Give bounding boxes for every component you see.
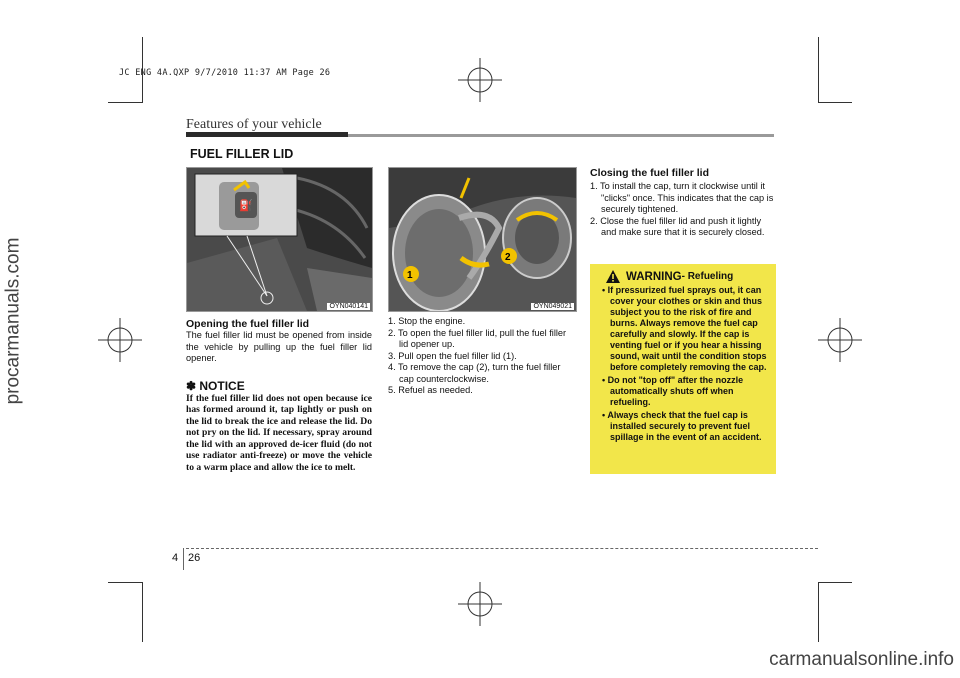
crop-mark	[142, 582, 143, 642]
page-header-title: Features of your vehicle	[186, 117, 322, 132]
step-item: 5. Refuel as needed.	[388, 385, 473, 395]
header-rule-accent	[186, 132, 348, 137]
chapter-number: 4	[172, 552, 179, 564]
warning-item: • If pressurized fuel sprays out, it can cover your clothes or skin and thus subject you to the risk of fire and burns. Always remove the fuel cap carefully and slowly. If the cap is venting fuel or if you hear a hissing sound, wait until the condition stops before completely removing the cap.	[602, 285, 767, 372]
footer-rule	[186, 548, 818, 549]
fuel-cap-illustration	[389, 168, 576, 311]
warning-item: • Do not "top off" after the nozzle automatically shuts off when refueling.	[602, 375, 744, 407]
notice-title: ✽ NOTICE	[186, 378, 245, 393]
warning-header	[606, 270, 768, 283]
closing-step: 2. Close the fuel filler lid and push it lightly and make sure that it is securely closed.	[590, 215, 765, 237]
crop-mark	[818, 582, 852, 583]
registration-mark-top	[458, 58, 502, 102]
watermark-side[interactable]: procarmanuals.com	[2, 237, 24, 405]
figure-fuel-lid-opener	[186, 167, 373, 312]
warning-item: • Always check that the fuel cap is installed securely to prevent fuel spillage in the event of an accident.	[602, 410, 762, 442]
opening-section	[186, 318, 372, 474]
step-item: 2. To open the fuel filler lid, pull the fuel filler lid opener up.	[388, 327, 567, 349]
warning-triangle-icon	[606, 270, 620, 283]
section-title: FUEL FILLER LID	[190, 147, 294, 161]
step-item: 3. Pull open the fuel filler lid (1).	[388, 350, 517, 361]
registration-mark-right	[818, 318, 862, 362]
figure-caption-left: OYN040141	[329, 303, 368, 310]
svg-text:⛽: ⛽	[239, 199, 253, 212]
warning-box	[590, 264, 776, 474]
opener-illustration	[187, 168, 372, 311]
footer-divider	[183, 548, 184, 570]
closing-step: 1. To install the cap, turn it clockwise until it "clicks" once. This indicates that the cap is securely tightened.	[590, 181, 774, 214]
step-item: 1. Stop the engine.	[388, 316, 466, 326]
print-slug: JC ENG 4A.QXP 9/7/2010 11:37 AM Page 26	[119, 68, 331, 78]
closing-section	[590, 167, 776, 239]
crop-mark	[108, 102, 142, 103]
warning-subtitle: - Refueling	[681, 271, 734, 282]
crop-mark	[818, 37, 819, 103]
closing-heading: Closing the fuel filler lid	[590, 167, 710, 179]
warning-title: WARNING	[626, 270, 682, 283]
page-number: 26	[188, 552, 201, 564]
registration-mark-bottom	[458, 582, 502, 626]
notice-text: If the fuel filler lid does not open because ice has formed around it, tap lightly or push on the lid to break the ice and release the lid. Do not pry on the lid. If necessary, spray around the lid with an approved de-icer fluid (do not use radiator anti-freeze) or move the vehicle to a warm place and allow the ice to melt.	[186, 392, 372, 474]
callout-1: 1	[407, 270, 413, 281]
crop-mark	[108, 582, 142, 583]
opening-steps	[388, 316, 576, 397]
figure-caption-middle: OYN049021	[533, 303, 572, 310]
registration-mark-left	[98, 318, 142, 362]
step-item: 4. To remove the cap (2), turn the fuel filler cap counterclockwise.	[388, 362, 561, 384]
crop-mark	[818, 102, 852, 103]
callout-2: 2	[505, 252, 511, 263]
figure-fuel-cap	[388, 167, 577, 312]
opening-heading: Opening the fuel filler lid	[186, 318, 310, 330]
crop-mark	[818, 582, 819, 642]
watermark-bottom[interactable]: carmanualsonline.info	[769, 649, 954, 670]
opening-text: The fuel filler lid must be opened from inside the vehicle by pulling up the fuel filler lid opener.	[186, 330, 372, 363]
